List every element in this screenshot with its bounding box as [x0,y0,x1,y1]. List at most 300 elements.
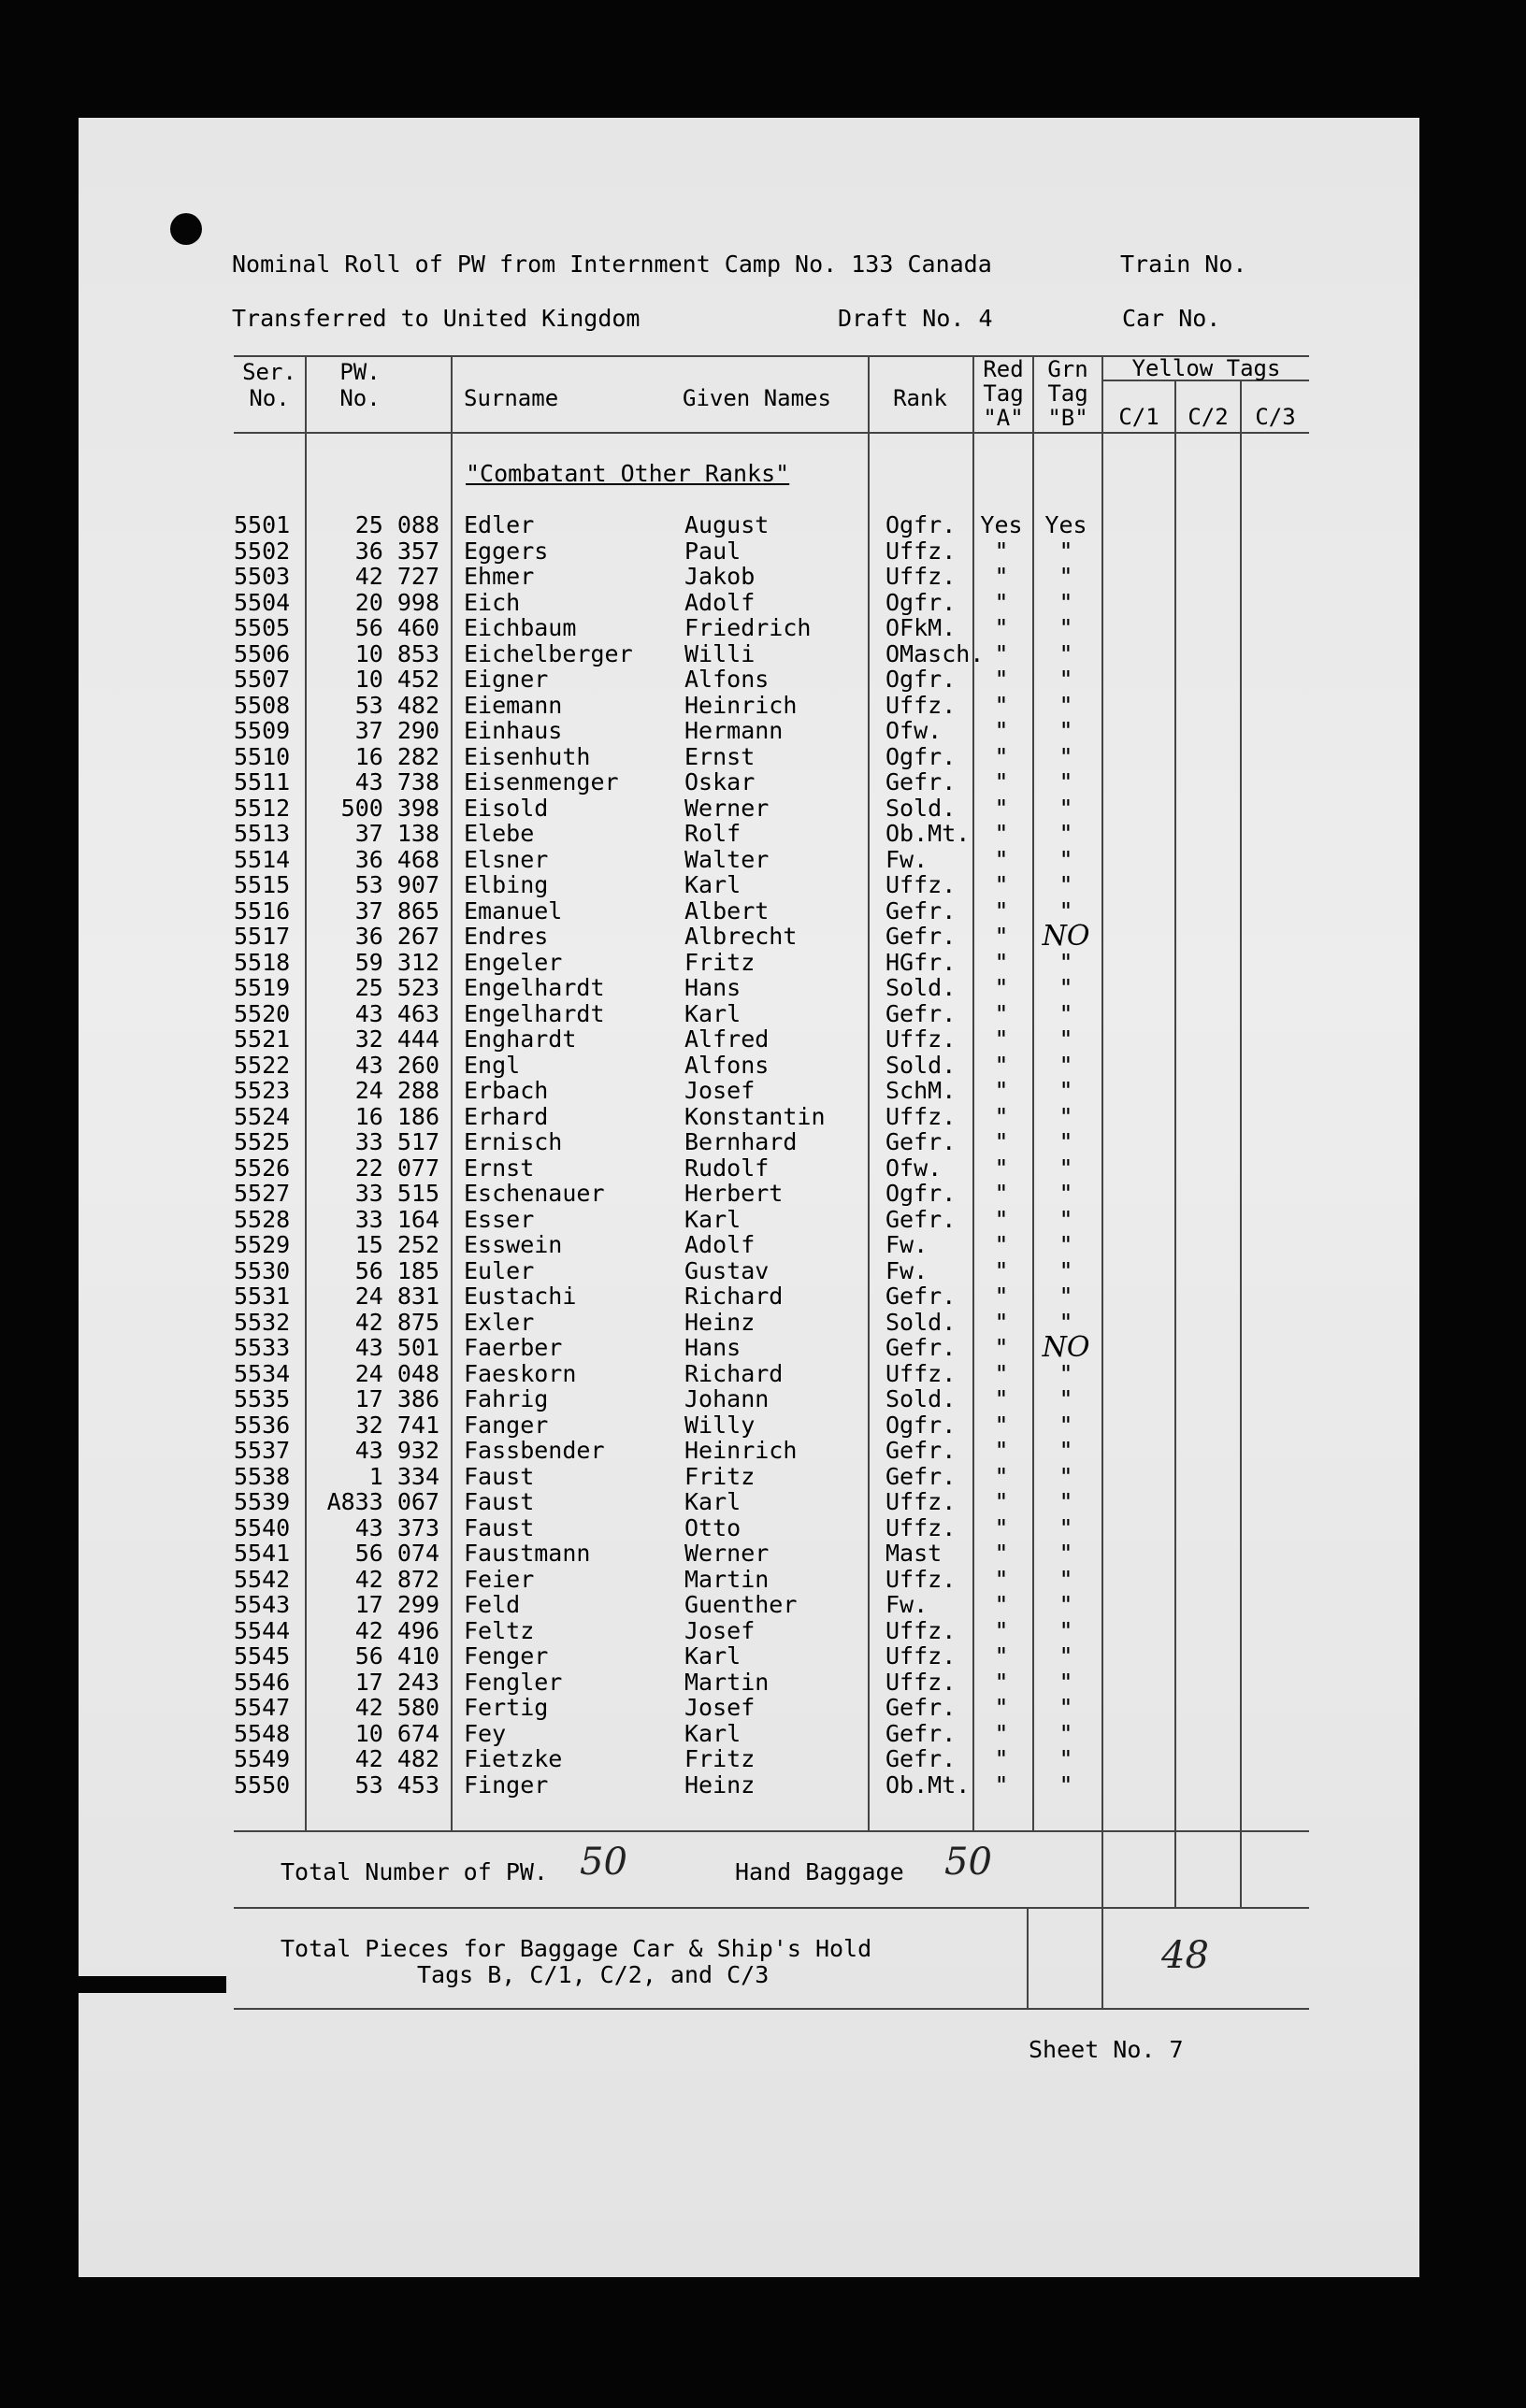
cell-surname: Eigner [464,666,549,693]
cell-ser: 5533 [234,1334,291,1361]
cell-pw: 53 453 [354,1770,439,1799]
hand-baggage-label: Hand Baggage [735,1858,904,1885]
cell-surname: Elebe [464,820,535,847]
cell-pw: 24 048 [354,1359,439,1387]
table-row [0,1026,1526,1053]
cell-given: Heinz [684,1308,756,1336]
cell-grn: " [1058,1359,1073,1387]
cell-ser: 5523 [234,1077,291,1104]
train-no-label: Train No. [1120,251,1247,278]
cell-red: " [994,537,1009,565]
cell-rank: Mast [885,1540,943,1567]
cell-surname: Ehmer [464,563,535,590]
cell-rank: HGfr. [885,948,957,976]
cell-rank: Sold. [885,1051,957,1079]
cell-ser: 5511 [234,768,291,796]
cell-rank: SchM. [885,1077,957,1104]
cell-surname: Faustmann [464,1540,591,1567]
table-row [0,1207,1526,1233]
cell-pw: 17 299 [354,1591,439,1618]
cell-pw: 33 164 [354,1205,439,1233]
cell-red: " [994,768,1009,796]
draft-no: Draft No. 4 [838,305,993,332]
cell-given: Josef [684,1616,756,1644]
cell-pw: 43 463 [354,999,439,1027]
cell-ser: 5513 [234,820,291,847]
cell-rank: Uffz. [885,1102,957,1130]
table-row [0,1515,1526,1541]
col-header-red-tag: Red Tag "A" [983,356,1024,431]
cell-grn: " [1058,999,1073,1027]
cell-given: Willi [684,639,756,667]
cell-grn: " [1058,974,1073,1001]
cell-grn: " [1058,1591,1073,1618]
table-row [0,615,1526,641]
cell-given: Heinz [684,1770,756,1799]
cell-pw: 25 523 [354,974,439,1001]
cell-rank: Gefr. [885,999,957,1027]
cell-pw: 37 290 [354,717,439,744]
cell-surname: Erbach [464,1077,549,1104]
cell-surname: Esswein [464,1231,563,1258]
cell-surname: Eisold [464,794,549,822]
cell-surname: Exler [464,1308,535,1336]
table-row [0,1155,1526,1182]
cell-pw: 56 460 [354,614,439,641]
cell-grn: Yes [1044,511,1087,538]
cell-given: Jakob [684,563,756,590]
table-row [0,1541,1526,1567]
cell-pw: 17 243 [354,1668,439,1696]
cell-grn: NO [1042,920,1090,953]
table-row [0,718,1526,744]
col-header-rank: Rank [893,385,947,411]
col-header-c2: C/2 [1188,404,1229,430]
cell-ser: 5548 [234,1719,291,1747]
header-rule [234,432,1309,434]
cell-surname: Fanger [464,1411,549,1439]
cell-ser: 5536 [234,1411,291,1439]
cell-rank: Gefr. [885,1719,957,1747]
pieces-label-line1: Total Pieces for Baggage Car & Ship's Hold [281,1935,872,1962]
cell-rank: Uffz. [885,1488,957,1515]
cell-surname: Eichbaum [464,614,577,641]
table-row [0,1386,1526,1412]
cell-pw: 20 998 [354,588,439,616]
cell-surname: Eustachi [464,1283,577,1310]
cell-given: Richard [684,1283,784,1310]
cell-pw: 22 077 [354,1154,439,1182]
cell-red: " [994,1591,1009,1618]
cell-pw: 36 267 [354,923,439,950]
cell-red: " [994,1565,1009,1593]
table-row [0,847,1526,873]
cell-pw: 10 452 [354,666,439,693]
cell-ser: 5520 [234,999,291,1027]
cell-red: " [994,1745,1009,1772]
cell-rank: Uffz. [885,1642,957,1670]
cell-ser: 5518 [234,948,291,976]
cell-rank: Ofw. [885,1154,943,1182]
cell-pw: 1 334 [368,1462,439,1490]
cell-grn: " [1058,1437,1073,1464]
cell-ser: 5525 [234,1128,291,1155]
cell-pw: A833 067 [326,1488,439,1515]
cell-rank: Gefr. [885,1694,957,1721]
cell-red: Yes [980,511,1023,538]
cell-pw: 53 482 [354,691,439,719]
col-divider [1027,1907,1029,2008]
cell-pw: 56 185 [354,1256,439,1284]
table-row [0,744,1526,770]
cell-red: " [994,1513,1009,1541]
cell-pw: 24 288 [354,1077,439,1104]
cell-grn: " [1058,537,1073,565]
cell-surname: Eschenauer [464,1180,605,1207]
cell-grn: " [1058,742,1073,770]
pieces-value: 48 [1161,1934,1209,1977]
cell-red: " [994,1642,1009,1670]
cell-rank: Ob.Mt. [885,820,971,847]
cell-ser: 5550 [234,1770,291,1799]
cell-given: Karl [684,1205,741,1233]
cell-surname: Emanuel [464,896,563,924]
binding-strip [79,1976,226,1993]
cell-ser: 5506 [234,639,291,667]
cell-red: " [994,1128,1009,1155]
table-row [0,1643,1526,1670]
cell-surname: Eich [464,588,521,616]
cell-grn: " [1058,1540,1073,1567]
cell-grn: " [1058,1205,1073,1233]
cell-surname: Feld [464,1591,521,1618]
cell-red: " [994,1770,1009,1799]
cell-given: Martin [684,1565,770,1593]
cell-pw: 16 186 [354,1102,439,1130]
cell-red: " [994,896,1009,924]
cell-given: Richard [684,1359,784,1387]
table-row [0,1181,1526,1207]
cell-rank: Uffz. [885,1616,957,1644]
cell-given: Heinrich [684,1437,798,1464]
cell-rank: Fw. [885,1231,929,1258]
cell-given: Josef [684,1694,756,1721]
cell-grn: " [1058,1462,1073,1490]
cell-surname: Erhard [464,1102,549,1130]
car-no-label: Car No. [1122,305,1221,332]
cell-surname: Faust [464,1488,535,1515]
table-row [0,1746,1526,1772]
cell-pw: 42 875 [354,1308,439,1336]
table-row [0,1464,1526,1490]
cell-rank: Fw. [885,1256,929,1284]
cell-surname: Faerber [464,1334,563,1361]
cell-rank: Ogfr. [885,666,957,693]
table-row [0,1258,1526,1284]
cell-ser: 5542 [234,1565,291,1593]
cell-grn: " [1058,1411,1073,1439]
cell-given: Hermann [684,717,784,744]
cell-given: Hans [684,974,741,1001]
cell-rank: OFkM. [885,614,957,641]
cell-ser: 5504 [234,588,291,616]
cell-grn: " [1058,1102,1073,1130]
cell-given: Heinrich [684,691,798,719]
cell-surname: Fey [464,1719,507,1747]
cell-surname: Engelhardt [464,999,605,1027]
cell-surname: Fassbender [464,1437,605,1464]
cell-surname: Euler [464,1256,535,1284]
cell-red: " [994,1102,1009,1130]
cell-pw: 43 738 [354,768,439,796]
cell-grn: " [1058,1770,1073,1799]
cell-rank: Gefr. [885,1128,957,1155]
cell-surname: Ernisch [464,1128,563,1155]
cell-ser: 5509 [234,717,291,744]
cell-ser: 5521 [234,1025,291,1053]
cell-rank: Sold. [885,794,957,822]
cell-grn: " [1058,1025,1073,1053]
cell-pw: 37 865 [354,896,439,924]
cell-given: Bernhard [684,1128,798,1155]
cell-ser: 5543 [234,1591,291,1618]
cell-rank: Gefr. [885,1334,957,1361]
table-row [0,641,1526,667]
table-row [0,821,1526,847]
cell-grn: " [1058,691,1073,719]
cell-red: " [994,639,1009,667]
cell-grn: " [1058,1745,1073,1772]
cell-rank: Gefr. [885,896,957,924]
cell-surname: Esser [464,1205,535,1233]
cell-surname: Faust [464,1513,535,1541]
cell-given: Ernst [684,742,756,770]
cell-pw: 43 260 [354,1051,439,1079]
table-bottom-rule [234,1830,1309,1832]
cell-red: " [994,1231,1009,1258]
table-row [0,1670,1526,1696]
cell-given: Konstantin [684,1102,826,1130]
table-row [0,564,1526,590]
cell-red: " [994,1256,1009,1284]
cell-rank: Gefr. [885,1437,957,1464]
col-header-ser: Ser. No. [242,359,296,411]
table-row [0,769,1526,796]
cell-pw: 43 932 [354,1437,439,1464]
cell-surname: Fenger [464,1642,549,1670]
cell-grn: " [1058,1128,1073,1155]
cell-red: " [994,666,1009,693]
cell-grn: " [1058,1488,1073,1515]
cell-pw: 53 907 [354,871,439,898]
punch-hole [170,213,202,245]
pieces-label-line2: Tags B, C/1, C/2, and C/3 [417,1961,770,1988]
cell-pw: 59 312 [354,948,439,976]
cell-given: Walter [684,845,770,873]
table-row [0,1001,1526,1027]
cell-red: " [994,1616,1009,1644]
cell-given: Albrecht [684,923,798,950]
cell-red: " [994,871,1009,898]
cell-ser: 5516 [234,896,291,924]
cell-given: Fritz [684,948,756,976]
cell-surname: Fahrig [464,1385,549,1412]
cell-given: Fritz [684,1462,756,1490]
cell-surname: Feltz [464,1616,535,1644]
table-row [0,1232,1526,1258]
cell-given: Albert [684,896,770,924]
cell-grn: " [1058,563,1073,590]
cell-ser: 5502 [234,537,291,565]
total-pw-value: 50 [580,1841,627,1884]
cell-red: " [994,1719,1009,1747]
cell-given: Adolf [684,588,756,616]
cell-surname: Ernst [464,1154,535,1182]
cell-pw: 42 727 [354,563,439,590]
cell-given: Guenther [684,1591,798,1618]
cell-grn: " [1058,1565,1073,1593]
cell-given: August [684,511,770,538]
cell-ser: 5535 [234,1385,291,1412]
cell-rank: Gefr. [885,1283,957,1310]
cell-pw: 15 252 [354,1231,439,1258]
cell-rank: Uffz. [885,691,957,719]
table-row [0,1078,1526,1104]
cell-rank: Ogfr. [885,511,957,538]
table-row [0,1489,1526,1515]
col-header-given: Given Names [683,385,831,411]
cell-grn: NO [1042,1331,1090,1364]
cell-grn: " [1058,666,1073,693]
section-label: "Combatant Other Ranks" [466,460,790,487]
table-row [0,1053,1526,1079]
cell-surname: Eisenhuth [464,742,591,770]
cell-red: " [994,742,1009,770]
cell-grn: " [1058,794,1073,822]
cell-ser: 5530 [234,1256,291,1284]
cell-pw: 43 373 [354,1513,439,1541]
cell-red: " [994,1359,1009,1387]
cell-ser: 5522 [234,1051,291,1079]
cell-pw: 17 386 [354,1385,439,1412]
table-row [0,975,1526,1001]
cell-pw: 42 580 [354,1694,439,1721]
col-header-yellow-tags: Yellow Tags [1131,355,1281,381]
cell-rank: Sold. [885,974,957,1001]
cell-red: " [994,1462,1009,1490]
cell-red: " [994,1205,1009,1233]
cell-rank: OMasch. [885,639,985,667]
cell-red: " [994,999,1009,1027]
cell-rank: Sold. [885,1385,957,1412]
cell-pw: 32 444 [354,1025,439,1053]
cell-red: " [994,1051,1009,1079]
col-header-c3: C/3 [1255,404,1296,430]
cell-grn: " [1058,1154,1073,1182]
cell-ser: 5541 [234,1540,291,1567]
cell-red: " [994,1540,1009,1567]
col-header-c1: C/1 [1118,404,1159,430]
cell-pw: 36 357 [354,537,439,565]
cell-ser: 5532 [234,1308,291,1336]
cell-ser: 5528 [234,1205,291,1233]
cell-grn: " [1058,614,1073,641]
cell-ser: 5501 [234,511,291,538]
cell-ser: 5540 [234,1513,291,1541]
cell-red: " [994,1283,1009,1310]
cell-red: " [994,1437,1009,1464]
cell-ser: 5537 [234,1437,291,1464]
cell-given: Martin [684,1668,770,1696]
cell-ser: 5510 [234,742,291,770]
cell-red: " [994,691,1009,719]
cell-red: " [994,1025,1009,1053]
cell-rank: Gefr. [885,923,957,950]
cell-given: Karl [684,871,741,898]
table-row [0,1695,1526,1721]
roll-title: Nominal Roll of PW from Internment Camp No. 133 Canada [232,251,992,278]
cell-given: Willy [684,1411,756,1439]
cell-given: Hans [684,1334,741,1361]
table-row [0,1721,1526,1747]
table-row [0,1618,1526,1644]
table-row [0,693,1526,719]
col-header-grn-tag: Grn Tag "B" [1047,356,1088,431]
cell-surname: Fertig [464,1694,549,1721]
totals-rule [234,1907,1309,1909]
cell-grn: " [1058,1513,1073,1541]
cell-red: " [994,1488,1009,1515]
cell-ser: 5514 [234,845,291,873]
cell-given: Rolf [684,820,741,847]
cell-red: " [994,1694,1009,1721]
cell-rank: Gefr. [885,1462,957,1490]
cell-rank: Gefr. [885,768,957,796]
cell-red: " [994,948,1009,976]
table-row [0,1129,1526,1155]
cell-red: " [994,717,1009,744]
table-row [0,1567,1526,1593]
cell-red: " [994,1411,1009,1439]
cell-given: Alfons [684,1051,770,1079]
table-row [0,512,1526,538]
cell-pw: 25 088 [354,511,439,538]
cell-ser: 5515 [234,871,291,898]
cell-ser: 5512 [234,794,291,822]
cell-surname: Feier [464,1565,535,1593]
cell-pw: 56 074 [354,1540,439,1567]
cell-grn: " [1058,717,1073,744]
cell-given: Gustav [684,1256,770,1284]
cell-given: Friedrich [684,614,812,641]
table-row [0,1331,1526,1364]
cell-pw: 33 517 [354,1128,439,1155]
cell-red: " [994,820,1009,847]
cell-surname: Enghardt [464,1025,577,1053]
cell-grn: " [1058,896,1073,924]
table-row [0,1310,1526,1336]
cell-pw: 37 138 [354,820,439,847]
cell-red: " [994,794,1009,822]
table-row [0,1412,1526,1439]
table-row [0,796,1526,822]
cell-ser: 5517 [234,923,291,950]
cell-grn: " [1058,639,1073,667]
cell-grn: " [1058,1616,1073,1644]
cell-pw: 16 282 [354,742,439,770]
cell-pw: 10 853 [354,639,439,667]
cell-rank: Uffz. [885,1565,957,1593]
